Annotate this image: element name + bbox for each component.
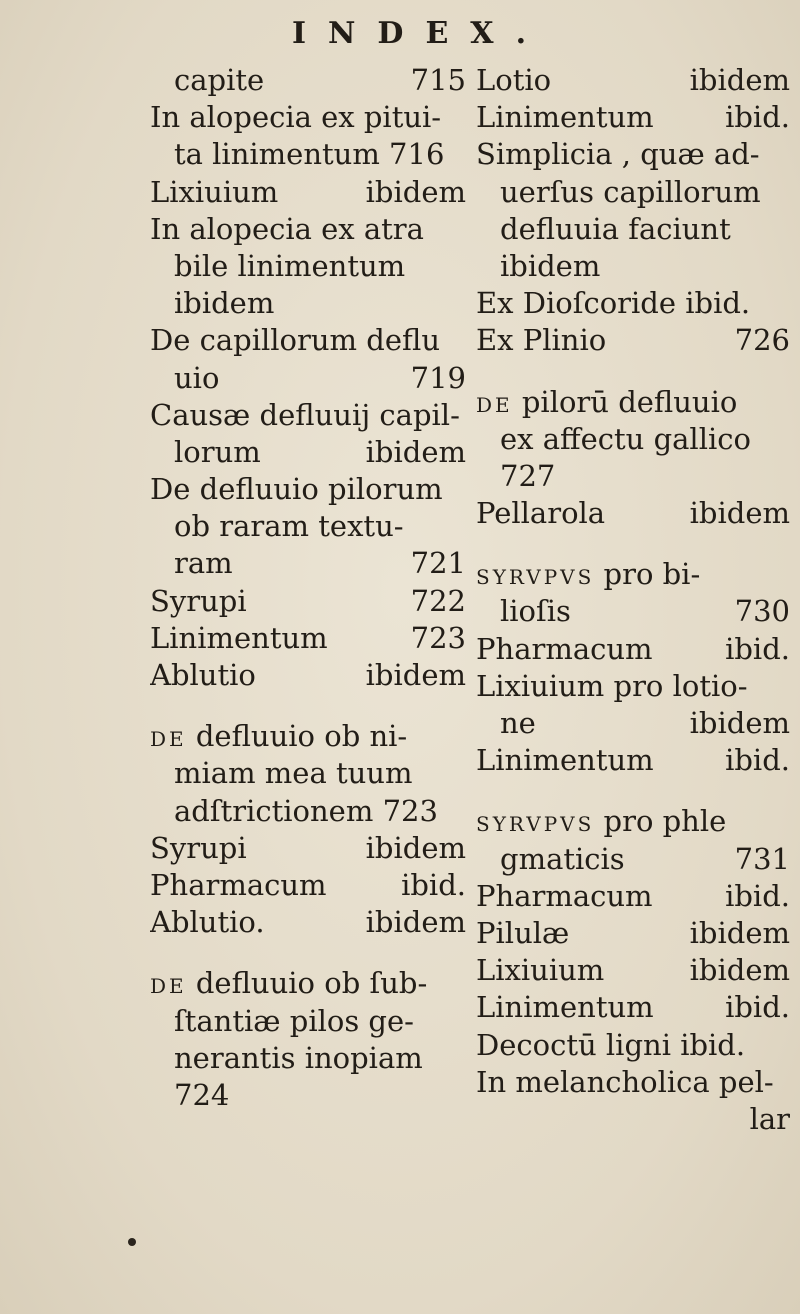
entry-text (476, 384, 737, 421)
entry-text (174, 360, 219, 397)
small-caps-lead: DE (476, 392, 513, 417)
index-entry (150, 830, 466, 867)
entry-words: Linimentum (476, 990, 654, 1025)
entry-text (476, 878, 653, 915)
entry-text (476, 989, 654, 1026)
entry-text (150, 830, 247, 867)
entry-text (174, 434, 261, 471)
entry-words: ne (500, 706, 536, 740)
page-header: INDEX. (291, 16, 549, 51)
entry-reference: ibid. (725, 100, 790, 135)
index-entry (150, 136, 466, 173)
index-entry (476, 322, 790, 359)
entry-reference: 731 (734, 841, 790, 876)
entry-words: Ablutio. (150, 905, 265, 940)
index-entry (476, 631, 790, 668)
entry-words: ibidem (174, 286, 275, 321)
entry-words: Lotio (476, 63, 552, 97)
entry-words: Pharmacum (476, 631, 653, 666)
entry-words: Lixiuium pro lotio- (476, 668, 748, 703)
index-entry (150, 360, 466, 397)
index-entry (476, 495, 790, 532)
entry-text (500, 174, 761, 211)
index-entry (476, 62, 790, 99)
entry-words: ſtantiæ pilos ge- (174, 1003, 414, 1038)
entry-words: Linimentum (476, 100, 654, 135)
index-entry (150, 62, 466, 99)
entry-words: In melancholica pel- (476, 1064, 774, 1099)
entry-text (476, 322, 606, 359)
entry-words: Ex Dioſcoride ibid. (476, 286, 751, 321)
index-spacer (150, 941, 466, 965)
index-entry (476, 989, 790, 1026)
index-entry (150, 248, 466, 285)
index-entry (150, 99, 466, 136)
index-entry (476, 384, 790, 421)
index-entry (476, 593, 790, 630)
entry-words: bile linimentum (174, 248, 406, 283)
entry-text (150, 99, 441, 136)
entry-text (476, 631, 653, 668)
index-entry (150, 174, 466, 211)
index-entry (476, 248, 790, 285)
index-entry (150, 545, 466, 582)
entry-text (150, 397, 460, 434)
entry-text (476, 803, 726, 840)
entry-text (174, 136, 444, 173)
index-entry (150, 904, 466, 941)
entry-words: Pilulæ (476, 915, 570, 950)
entry-words: uerſus capillorum (500, 174, 761, 209)
entry-reference: 723 (410, 620, 466, 655)
index-entry (150, 657, 466, 694)
entry-text (476, 62, 551, 99)
index-entry (476, 556, 790, 593)
entry-words: Lixiuium (476, 953, 605, 988)
index-entry (476, 803, 790, 840)
entry-words: Linimentum (150, 620, 328, 655)
entry-text (476, 952, 604, 989)
index-entry (476, 285, 790, 322)
index-entry (150, 322, 466, 359)
entry-words: Ex Plinio (476, 323, 607, 358)
index-entry (150, 471, 466, 508)
entry-words: pro bi- (603, 557, 701, 592)
entry-text (476, 1027, 745, 1064)
entry-words: Pharmacum (150, 867, 327, 902)
entry-text (476, 556, 700, 593)
entry-text (476, 668, 748, 705)
entry-reference: ibid. (725, 743, 790, 778)
entry-words: Pharmacum (476, 878, 653, 913)
index-spacer (150, 694, 466, 718)
entry-reference: 730 (734, 594, 790, 629)
entry-reference: lar (749, 1101, 790, 1136)
index-entry (150, 1040, 466, 1077)
index-entry (150, 285, 466, 322)
index-entry (476, 1064, 790, 1101)
entry-text (150, 718, 407, 755)
index-entry (476, 705, 790, 742)
entry-text (174, 248, 405, 285)
index-entry (476, 1027, 790, 1064)
entry-words: In alopecia ex pitui- (150, 100, 442, 135)
index-spacer (476, 532, 790, 556)
entry-reference: 721 (410, 546, 466, 581)
entry-text (476, 495, 605, 532)
index-entry (150, 211, 466, 248)
entry-text (174, 1003, 414, 1040)
index-entry (476, 174, 790, 211)
entry-words: 724 (174, 1077, 230, 1112)
entry-text (174, 508, 404, 545)
entry-text (150, 620, 328, 657)
index-entry (476, 458, 790, 495)
entry-reference: ibid. (725, 878, 790, 913)
entry-text (500, 248, 600, 285)
entry-text (150, 174, 278, 211)
entry-text (476, 915, 569, 952)
entry-reference: ibid. (401, 867, 466, 902)
entry-reference: 726 (734, 323, 790, 358)
entry-reference: ibidem (365, 830, 466, 865)
entry-text (174, 1040, 423, 1077)
entry-text (150, 867, 327, 904)
entry-text (174, 62, 264, 99)
entry-reference: ibidem (365, 658, 466, 692)
entry-text (174, 1077, 229, 1114)
index-entry (476, 1101, 790, 1138)
entry-text (150, 211, 424, 248)
index-entry (476, 211, 790, 248)
entry-text (500, 705, 536, 742)
entry-text (174, 793, 438, 830)
entry-words: De capillorum deflu (150, 323, 441, 358)
entry-text (500, 458, 555, 495)
entry-words: Simplicia , quæ ad- (476, 137, 760, 172)
entry-words: In alopecia ex atra (150, 211, 424, 246)
entry-words: De defluuio pilorum (150, 472, 443, 507)
entry-words: adſtrictionem 723 (174, 793, 438, 828)
entry-text (174, 545, 233, 582)
entry-reference: ibid. (725, 990, 790, 1025)
entry-text (476, 136, 760, 173)
index-entry (476, 421, 790, 458)
entry-text (150, 965, 427, 1002)
entry-text (500, 841, 625, 878)
entry-words: ta linimentum 716 (174, 137, 445, 172)
entry-text (150, 322, 440, 359)
entry-words: ex affectu gallico (500, 421, 751, 456)
entry-words: ob raram textu- (174, 509, 404, 544)
entry-words: Decoctū ligni ibid. (476, 1027, 746, 1062)
entry-words: defluuio ob ni- (195, 719, 408, 754)
small-caps-lead: SYRVPVS (476, 565, 595, 590)
index-spacer (476, 360, 790, 384)
index-entry (150, 620, 466, 657)
entry-words: lioſis (500, 594, 571, 629)
entry-text (476, 1064, 774, 1101)
entry-text (150, 657, 256, 694)
entry-reference: 719 (410, 360, 466, 395)
entry-reference: ibidem (365, 434, 466, 469)
index-entry (150, 965, 466, 1002)
index-spacer (476, 779, 790, 803)
entry-reference: 722 (410, 583, 466, 618)
small-caps-lead: DE (150, 727, 187, 752)
entry-words: Lixiuium (150, 174, 279, 209)
index-entry (476, 878, 790, 915)
index-entry (476, 915, 790, 952)
index-entry (150, 1077, 466, 1114)
entry-reference: ibidem (365, 174, 466, 209)
index-entry (150, 1003, 466, 1040)
index-entry (150, 583, 466, 620)
small-caps-lead: DE (150, 974, 187, 999)
entry-words: defluuio ob ſub- (195, 966, 428, 1001)
entry-text (150, 904, 265, 941)
entry-text (500, 421, 751, 458)
entry-text (500, 211, 731, 248)
entry-reference: ibidem (689, 915, 790, 950)
entry-text (476, 99, 654, 136)
entry-words: Ablutio (150, 658, 256, 692)
entry-reference: ibidem (689, 706, 790, 740)
index-entry (476, 99, 790, 136)
entry-text (500, 593, 571, 630)
entry-words: Syrupi (150, 830, 247, 865)
entry-text (476, 285, 750, 322)
entry-text (150, 583, 247, 620)
entry-words: pro phle (603, 804, 727, 839)
entry-words: nerantis inopiam (174, 1040, 423, 1075)
ink-speck (128, 1238, 136, 1246)
entry-words: 727 (500, 458, 556, 493)
index-entry (150, 397, 466, 434)
index-column-left (150, 62, 466, 1114)
index-entry (150, 867, 466, 904)
entry-words: Pellarola (476, 496, 606, 531)
entry-reference: 715 (410, 63, 466, 97)
entry-words: gmaticis (500, 841, 625, 876)
index-entry (476, 841, 790, 878)
entry-reference: ibidem (365, 905, 466, 940)
entry-words: defluuia faciunt (500, 211, 731, 246)
small-caps-lead: SYRVPVS (476, 812, 595, 837)
index-entry (150, 508, 466, 545)
entry-words: Syrupi (150, 583, 247, 618)
entry-words: miam mea tuum (174, 756, 413, 791)
index-entry (476, 952, 790, 989)
index-entry (476, 742, 790, 779)
entry-reference: ibidem (689, 496, 790, 531)
entry-words: Linimentum (476, 743, 654, 778)
index-entry (150, 434, 466, 471)
entry-words: pilorū defluuio (521, 384, 738, 419)
entry-words: ibidem (500, 248, 601, 283)
entry-reference: ibidem (689, 63, 790, 97)
entry-text (174, 285, 274, 322)
index-entry (150, 793, 466, 830)
entry-words: lorum (174, 434, 261, 469)
entry-words: ram (174, 546, 233, 581)
index-entry (150, 755, 466, 792)
entry-text (174, 755, 412, 792)
entry-reference: ibid. (725, 631, 790, 666)
entry-text (476, 742, 654, 779)
index-entry (150, 718, 466, 755)
index-entry (476, 136, 790, 173)
entry-reference: ibidem (689, 953, 790, 988)
entry-words: Causæ defluuij capil- (150, 397, 460, 432)
entry-text (150, 471, 443, 508)
index-entry (476, 668, 790, 705)
entry-words: capite (174, 63, 265, 97)
index-column-right (476, 62, 790, 1138)
entry-words: uio (174, 360, 220, 395)
